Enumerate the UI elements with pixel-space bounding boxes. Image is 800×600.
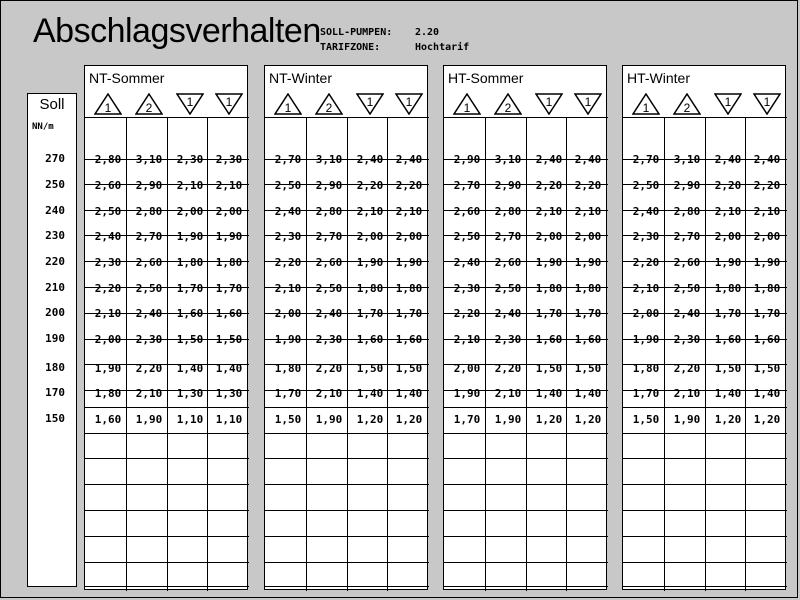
table-cell: 2,20 <box>453 307 481 320</box>
table-cell: 2,20 <box>494 362 522 375</box>
table-cell: 2,20 <box>356 179 384 192</box>
table-cell: 1,90 <box>673 413 701 426</box>
table-cell: 1,10 <box>215 413 243 426</box>
table-cell: 3,10 <box>135 153 163 166</box>
triangle-label: 2 <box>145 101 153 115</box>
table-cell: 1,90 <box>356 256 384 269</box>
table-cell: 1,50 <box>753 362 781 375</box>
triangle-up-icon <box>94 93 122 115</box>
table-cell: 2,30 <box>453 282 481 295</box>
table-cell: 2,00 <box>176 205 204 218</box>
table-cell: 2,20 <box>94 282 122 295</box>
table-cell: 1,90 <box>632 333 660 346</box>
triangle-up-icon <box>673 93 701 115</box>
triangle-label: 1 <box>724 95 732 109</box>
table-cell: 1,50 <box>356 362 384 375</box>
table-cell: 2,10 <box>574 205 602 218</box>
table-cell: 1,70 <box>215 282 243 295</box>
soll-value: 250 <box>45 178 65 191</box>
table-cell: 2,10 <box>494 387 522 400</box>
panel-title: NT-Sommer <box>89 70 165 86</box>
soll-value: 190 <box>45 332 65 345</box>
table-cell: 1,50 <box>274 413 302 426</box>
table-cell: 2,40 <box>274 205 302 218</box>
tarifzone-label: TARIFZONE: <box>320 42 381 53</box>
table-cell: 2,20 <box>753 179 781 192</box>
table-cell: 2,60 <box>315 256 343 269</box>
table-cell: 2,70 <box>632 153 660 166</box>
table-cell: 2,60 <box>94 179 122 192</box>
table-cell: 2,00 <box>632 307 660 320</box>
table-cell: 1,70 <box>632 387 660 400</box>
table-cell: 2,40 <box>356 153 384 166</box>
panel-title: HT-Winter <box>627 70 690 86</box>
triangle-down-icon <box>395 93 423 115</box>
soll-value: 220 <box>45 255 65 268</box>
triangle-up-icon <box>453 93 481 115</box>
table-cell: 1,80 <box>632 362 660 375</box>
table-cell: 1,70 <box>714 307 742 320</box>
table-cell: 2,60 <box>494 256 522 269</box>
table-cell: 2,50 <box>274 179 302 192</box>
table-cell: 1,50 <box>215 333 243 346</box>
table-cell: 1,80 <box>535 282 563 295</box>
table-cell: 2,90 <box>494 179 522 192</box>
table-cell: 1,30 <box>176 387 204 400</box>
tarifzone-value: Hochtarif <box>415 42 470 53</box>
table-cell: 2,70 <box>274 153 302 166</box>
page-title: Abschlagsverhalten <box>33 12 321 50</box>
table-cell: 2,70 <box>673 230 701 243</box>
table-cell: 2,40 <box>673 307 701 320</box>
table-cell: 1,90 <box>94 362 122 375</box>
table-cell: 2,10 <box>714 205 742 218</box>
triangle-down-icon <box>215 93 243 115</box>
table-cell: 2,40 <box>315 307 343 320</box>
table-cell: 1,80 <box>94 387 122 400</box>
table-cell: 2,00 <box>356 230 384 243</box>
panel-title: HT-Sommer <box>448 70 524 86</box>
table-cell: 2,30 <box>632 230 660 243</box>
table-cell: 1,50 <box>714 362 742 375</box>
table-cell: 1,20 <box>714 413 742 426</box>
table-cell: 2,10 <box>356 205 384 218</box>
triangle-label: 1 <box>366 95 374 109</box>
table-cell: 2,10 <box>215 179 243 192</box>
table-cell: 1,20 <box>753 413 781 426</box>
panel-ht-winter <box>622 65 786 590</box>
triangle-down-icon <box>574 93 602 115</box>
table-cell: 2,00 <box>535 230 563 243</box>
panel-title: NT-Winter <box>269 70 332 86</box>
table-cell: 1,40 <box>356 387 384 400</box>
table-cell: 1,70 <box>535 307 563 320</box>
table-cell: 2,30 <box>673 333 701 346</box>
table-cell: 1,70 <box>574 307 602 320</box>
table-cell: 1,40 <box>215 362 243 375</box>
table-cell: 1,70 <box>753 307 781 320</box>
table-cell: 2,10 <box>673 387 701 400</box>
table-cell: 2,00 <box>215 205 243 218</box>
table-cell: 2,30 <box>135 333 163 346</box>
table-cell: 1,10 <box>176 413 204 426</box>
table-cell: 2,20 <box>135 362 163 375</box>
soll-value: 170 <box>45 386 65 399</box>
triangle-label: 1 <box>584 95 592 109</box>
table-cell: 2,70 <box>315 230 343 243</box>
table-cell: 1,80 <box>714 282 742 295</box>
table-cell: 2,30 <box>274 230 302 243</box>
triangle-label: 1 <box>763 95 771 109</box>
table-cell: 1,60 <box>356 333 384 346</box>
table-cell: 1,90 <box>714 256 742 269</box>
panel-grid <box>623 66 787 591</box>
triangle-up-icon <box>274 93 302 115</box>
table-cell: 1,70 <box>274 387 302 400</box>
triangle-label: 1 <box>186 95 194 109</box>
triangle-label: 1 <box>225 95 233 109</box>
table-cell: 2,40 <box>94 230 122 243</box>
table-cell: 2,80 <box>315 205 343 218</box>
panel-nt-sommer <box>84 65 248 590</box>
table-cell: 2,90 <box>673 179 701 192</box>
table-cell: 2,00 <box>94 333 122 346</box>
table-cell: 2,40 <box>494 307 522 320</box>
table-cell: 1,20 <box>356 413 384 426</box>
table-cell: 2,10 <box>535 205 563 218</box>
soll-value: 210 <box>45 281 65 294</box>
table-cell: 2,40 <box>632 205 660 218</box>
soll-pumpen-value: 2.20 <box>415 27 440 38</box>
triangle-down-icon <box>176 93 204 115</box>
table-cell: 2,20 <box>574 179 602 192</box>
table-cell: 2,80 <box>94 153 122 166</box>
triangle-label: 1 <box>545 95 553 109</box>
table-cell: 1,90 <box>494 413 522 426</box>
table-cell: 2,30 <box>215 153 243 166</box>
table-cell: 1,90 <box>215 230 243 243</box>
triangle-label: 1 <box>104 101 112 115</box>
table-cell: 1,20 <box>395 413 423 426</box>
panel-grid <box>444 66 608 591</box>
table-cell: 1,20 <box>535 413 563 426</box>
table-cell: 2,20 <box>673 362 701 375</box>
table-cell: 1,90 <box>453 387 481 400</box>
table-cell: 2,20 <box>714 179 742 192</box>
triangle-up-icon <box>315 93 343 115</box>
table-cell: 3,10 <box>494 153 522 166</box>
table-cell: 1,60 <box>574 333 602 346</box>
table-cell: 1,80 <box>215 256 243 269</box>
table-cell: 1,60 <box>535 333 563 346</box>
panel-grid <box>85 66 249 591</box>
table-cell: 1,60 <box>395 333 423 346</box>
table-cell: 1,50 <box>176 333 204 346</box>
table-cell: 2,40 <box>574 153 602 166</box>
table-cell: 1,90 <box>315 413 343 426</box>
table-cell: 2,50 <box>135 282 163 295</box>
table-cell: 2,50 <box>315 282 343 295</box>
soll-value: 200 <box>45 306 65 319</box>
soll-value: 180 <box>45 361 65 374</box>
table-cell: 2,20 <box>395 179 423 192</box>
table-cell: 2,00 <box>714 230 742 243</box>
table-cell: 3,10 <box>673 153 701 166</box>
table-cell: 2,70 <box>494 230 522 243</box>
table-cell: 1,70 <box>395 307 423 320</box>
table-cell: 3,10 <box>315 153 343 166</box>
triangle-down-icon <box>714 93 742 115</box>
table-cell: 2,10 <box>453 333 481 346</box>
table-cell: 2,30 <box>94 256 122 269</box>
soll-header: Soll <box>39 96 65 113</box>
table-cell: 2,10 <box>632 282 660 295</box>
table-cell: 1,40 <box>753 387 781 400</box>
table-cell: 2,90 <box>315 179 343 192</box>
table-cell: 2,30 <box>494 333 522 346</box>
table-cell: 2,70 <box>453 179 481 192</box>
triangle-label: 2 <box>683 101 691 115</box>
table-cell: 2,00 <box>753 230 781 243</box>
triangle-up-icon <box>135 93 163 115</box>
table-cell: 2,60 <box>135 256 163 269</box>
table-cell: 1,90 <box>176 230 204 243</box>
table-cell: 2,10 <box>753 205 781 218</box>
table-cell: 2,80 <box>494 205 522 218</box>
triangle-label: 2 <box>325 101 333 115</box>
table-cell: 1,60 <box>753 333 781 346</box>
table-cell: 2,20 <box>274 256 302 269</box>
table-cell: 2,10 <box>135 387 163 400</box>
table-cell: 2,60 <box>673 256 701 269</box>
table-cell: 2,00 <box>274 307 302 320</box>
table-cell: 1,70 <box>176 282 204 295</box>
table-cell: 2,40 <box>535 153 563 166</box>
table-cell: 2,30 <box>176 153 204 166</box>
table-cell: 2,20 <box>535 179 563 192</box>
table-cell: 2,40 <box>753 153 781 166</box>
soll-pumpen-label: SOLL-PUMPEN: <box>320 27 393 38</box>
table-cell: 1,60 <box>714 333 742 346</box>
table-cell: 2,50 <box>453 230 481 243</box>
table-cell: 2,40 <box>395 153 423 166</box>
table-cell: 1,60 <box>176 307 204 320</box>
table-cell: 2,70 <box>135 230 163 243</box>
table-cell: 1,80 <box>574 282 602 295</box>
table-cell: 2,00 <box>453 362 481 375</box>
table-cell: 2,50 <box>632 179 660 192</box>
triangle-label: 2 <box>504 101 512 115</box>
table-cell: 2,20 <box>632 256 660 269</box>
triangle-label: 1 <box>642 101 650 115</box>
table-cell: 1,20 <box>574 413 602 426</box>
table-cell: 1,50 <box>535 362 563 375</box>
triangle-down-icon <box>356 93 384 115</box>
triangle-down-icon <box>753 93 781 115</box>
table-cell: 1,50 <box>574 362 602 375</box>
table-cell: 2,50 <box>94 205 122 218</box>
table-cell: 2,80 <box>673 205 701 218</box>
table-cell: 2,30 <box>315 333 343 346</box>
table-cell: 2,40 <box>135 307 163 320</box>
table-cell: 1,60 <box>94 413 122 426</box>
table-cell: 2,50 <box>494 282 522 295</box>
table-cell: 1,80 <box>395 282 423 295</box>
table-cell: 1,40 <box>176 362 204 375</box>
table-cell: 1,40 <box>395 387 423 400</box>
triangle-down-icon <box>535 93 563 115</box>
soll-value: 240 <box>45 204 65 217</box>
table-cell: 1,90 <box>535 256 563 269</box>
table-cell: 2,10 <box>315 387 343 400</box>
table-cell: 2,00 <box>395 230 423 243</box>
table-cell: 1,40 <box>535 387 563 400</box>
table-cell: 2,10 <box>176 179 204 192</box>
table-cell: 1,90 <box>274 333 302 346</box>
table-cell: 1,70 <box>356 307 384 320</box>
table-cell: 2,50 <box>673 282 701 295</box>
soll-value: 230 <box>45 229 65 242</box>
table-cell: 2,10 <box>274 282 302 295</box>
table-cell: 1,40 <box>714 387 742 400</box>
table-cell: 1,40 <box>574 387 602 400</box>
table-cell: 1,80 <box>356 282 384 295</box>
table-cell: 2,10 <box>94 307 122 320</box>
triangle-label: 1 <box>405 95 413 109</box>
triangle-up-icon <box>494 93 522 115</box>
table-cell: 1,60 <box>215 307 243 320</box>
triangle-label: 1 <box>463 101 471 115</box>
table-cell: 2,90 <box>453 153 481 166</box>
table-cell: 1,90 <box>395 256 423 269</box>
table-cell: 2,20 <box>315 362 343 375</box>
triangle-label: 1 <box>284 101 292 115</box>
panel-nt-winter <box>264 65 428 590</box>
table-cell: 1,30 <box>215 387 243 400</box>
table-cell: 1,50 <box>632 413 660 426</box>
table-cell: 2,90 <box>135 179 163 192</box>
table-cell: 1,90 <box>135 413 163 426</box>
table-cell: 2,10 <box>395 205 423 218</box>
table-cell: 2,40 <box>714 153 742 166</box>
table-cell: 1,90 <box>753 256 781 269</box>
table-cell: 1,70 <box>453 413 481 426</box>
table-cell: 1,80 <box>274 362 302 375</box>
table-cell: 2,80 <box>135 205 163 218</box>
soll-value: 270 <box>45 152 65 165</box>
table-cell: 1,80 <box>753 282 781 295</box>
panel-grid <box>265 66 429 591</box>
soll-value: 150 <box>45 412 65 425</box>
table-cell: 1,80 <box>176 256 204 269</box>
table-cell: 2,00 <box>574 230 602 243</box>
panel-ht-sommer <box>443 65 607 590</box>
table-cell: 2,40 <box>453 256 481 269</box>
soll-unit: NN/m <box>32 122 54 132</box>
triangle-up-icon <box>632 93 660 115</box>
table-cell: 1,50 <box>395 362 423 375</box>
table-cell: 2,60 <box>453 205 481 218</box>
table-cell: 1,90 <box>574 256 602 269</box>
